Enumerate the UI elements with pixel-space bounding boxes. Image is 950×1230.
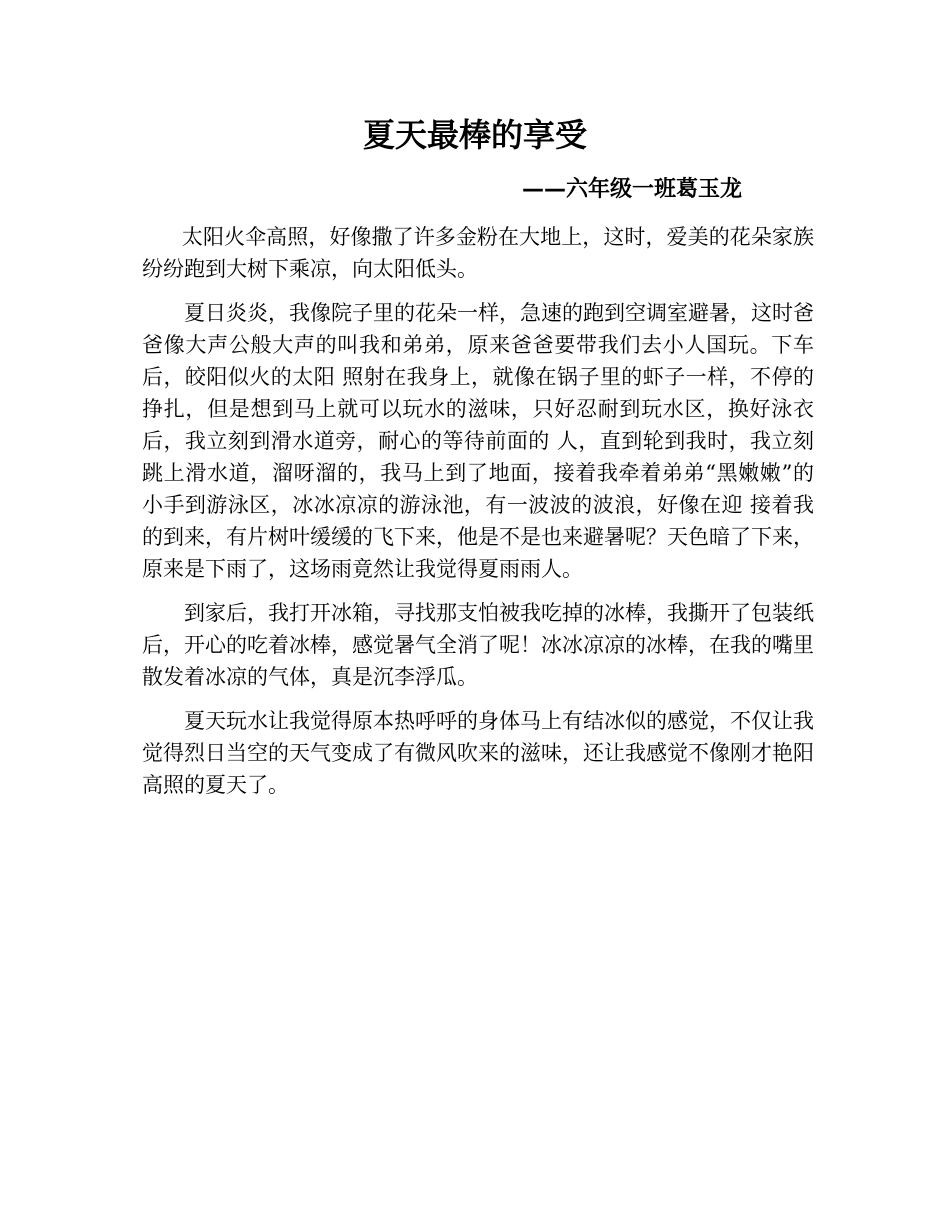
essay-author: ——六年级一班葛玉龙 — [522, 177, 743, 202]
essay-title: 夏天最棒的享受 — [362, 116, 587, 154]
paragraph-2: 夏日炎炎，我像院子里的花朵一样，急速的跑到空调室避暑，这时爸爸像大声公般大声的叫我和弟弟，原来爸爸要带我们去小人国玩。下车后，皎阳似火的太阳 照射在我身上，就像在锅子里的虾子一样，不停的挣扎，但是想到马上就可以玩水的滋味，只好忍耐到玩水区，换好泳衣后，我立刻到滑水道旁，耐心的等待前面的 人，直到轮到我时，我立刻跳上滑水道，溜呀溜的，我马上到了地面，接着我牵着弟弟“黑嫩嫩”的小手到游泳区，冰冰凉凉的游泳池，有一波波的波浪，好像在迎 接着我的到来，有片树叶缓缓的飞下来，他是不是也来避暑呢？天色暗了下来，原来是下雨了，这场雨竟然让我觉得夏雨雨人。 — [142, 301, 814, 581]
paragraph-3: 到家后，我打开冰箱，寻找那支怕被我吃掉的冰棒，我撕开了包装纸后，开心的吃着冰棒，感觉暑气全消了呢！冰冰凉凉的冰棒，在我的嘴里散发着冰凉的气体，真是沉李浮瓜。 — [142, 601, 814, 689]
paragraph-1: 太阳火伞高照，好像撒了许多金粉在大地上，这时，爱美的花朵家族纷纷跑到大树下乘凉，向太阳低头。 — [142, 225, 814, 281]
paragraph-4: 夏天玩水让我觉得原本热呼呼的身体马上有结冰似的感觉，不仅让我觉得烈日当空的天气变成了有微风吹来的滋味，还让我感觉不像刚才艳阳高照的夏天了。 — [142, 709, 814, 797]
essay-body — [142, 221, 814, 813]
